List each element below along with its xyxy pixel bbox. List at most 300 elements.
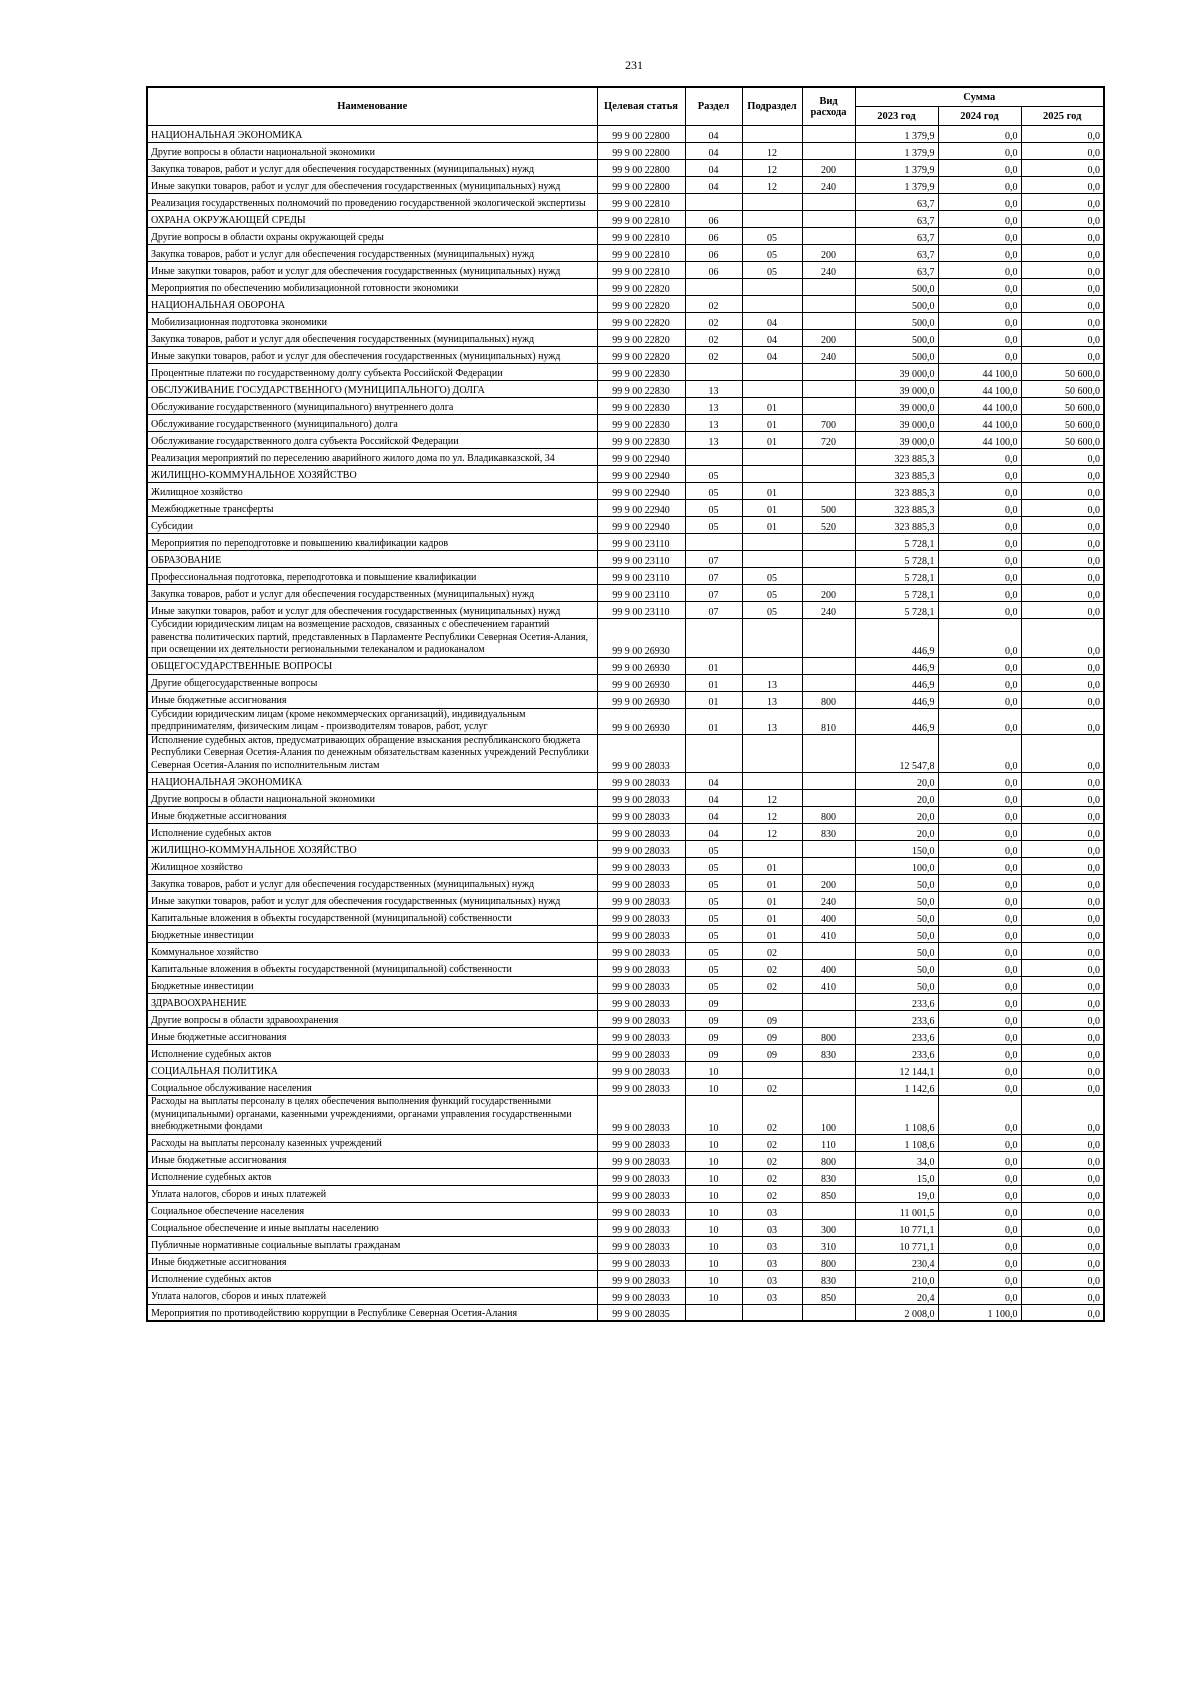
header-target: Целевая статья [597, 87, 685, 126]
row-sum-2023: 500,0 [855, 347, 938, 364]
row-sum-2024: 0,0 [938, 943, 1021, 960]
row-section [685, 1304, 742, 1321]
row-name: ЖИЛИЩНО-КОММУНАЛЬНОЕ ХОЗЯЙСТВО [147, 841, 597, 858]
row-sum-2023: 1 108,6 [855, 1096, 938, 1135]
row-subsection: 04 [742, 347, 802, 364]
row-subsection [742, 466, 802, 483]
row-sum-2023: 1 379,9 [855, 160, 938, 177]
row-section: 05 [685, 960, 742, 977]
row-expense-type: 830 [802, 1045, 855, 1062]
row-sum-2025: 0,0 [1021, 657, 1104, 674]
row-sum-2023: 50,0 [855, 943, 938, 960]
row-section: 06 [685, 211, 742, 228]
row-target: 99 9 00 22800 [597, 160, 685, 177]
row-subsection [742, 364, 802, 381]
row-sum-2025: 0,0 [1021, 1045, 1104, 1062]
row-expense-type: 830 [802, 824, 855, 841]
row-section: 04 [685, 177, 742, 194]
row-subsection: 02 [742, 1096, 802, 1135]
row-sum-2025: 0,0 [1021, 734, 1104, 773]
row-sum-2024: 0,0 [938, 807, 1021, 824]
row-sum-2023: 233,6 [855, 1011, 938, 1028]
row-sum-2025: 0,0 [1021, 551, 1104, 568]
row-subsection [742, 841, 802, 858]
row-sum-2023: 1 379,9 [855, 126, 938, 143]
row-expense-type: 850 [802, 1185, 855, 1202]
row-sum-2023: 323 885,3 [855, 483, 938, 500]
row-expense-type: 110 [802, 1134, 855, 1151]
row-sum-2025: 0,0 [1021, 534, 1104, 551]
row-section: 06 [685, 262, 742, 279]
row-section: 06 [685, 245, 742, 262]
row-section: 09 [685, 1028, 742, 1045]
header-subsection: Подраздел [742, 87, 802, 126]
row-sum-2025: 0,0 [1021, 347, 1104, 364]
row-target: 99 9 00 22810 [597, 211, 685, 228]
row-expense-type [802, 858, 855, 875]
row-name: Иные закупки товаров, работ и услуг для обеспечения государственных (муниципальных) нужд [147, 177, 597, 194]
table-row [147, 807, 1104, 824]
table-row [147, 500, 1104, 517]
row-sum-2024: 0,0 [938, 674, 1021, 691]
row-expense-type: 400 [802, 909, 855, 926]
row-subsection: 05 [742, 568, 802, 585]
row-section: 10 [685, 1253, 742, 1270]
row-section [685, 534, 742, 551]
row-target: 99 9 00 22830 [597, 381, 685, 398]
row-sum-2025: 0,0 [1021, 994, 1104, 1011]
row-sum-2024: 0,0 [938, 551, 1021, 568]
row-expense-type [802, 398, 855, 415]
row-subsection: 13 [742, 708, 802, 734]
row-expense-type: 200 [802, 875, 855, 892]
row-expense-type [802, 1062, 855, 1079]
row-subsection: 05 [742, 602, 802, 619]
row-sum-2024: 0,0 [938, 143, 1021, 160]
row-subsection: 03 [742, 1253, 802, 1270]
row-name: Другие вопросы в области национальной экономики [147, 143, 597, 160]
row-sum-2025: 0,0 [1021, 1062, 1104, 1079]
row-expense-type [802, 313, 855, 330]
table-row [147, 279, 1104, 296]
row-sum-2025: 0,0 [1021, 245, 1104, 262]
row-target: 99 9 00 28033 [597, 960, 685, 977]
row-section: 05 [685, 483, 742, 500]
row-sum-2025: 0,0 [1021, 194, 1104, 211]
row-expense-type: 830 [802, 1270, 855, 1287]
row-section: 02 [685, 347, 742, 364]
table-row [147, 194, 1104, 211]
row-target: 99 9 00 22830 [597, 432, 685, 449]
row-target: 99 9 00 28033 [597, 943, 685, 960]
row-sum-2025: 0,0 [1021, 977, 1104, 994]
row-name: Реализация мероприятий по переселению аварийного жилого дома по ул. Владикавказской, 34 [147, 449, 597, 466]
row-sum-2023: 50,0 [855, 875, 938, 892]
row-subsection: 09 [742, 1028, 802, 1045]
row-name: Мероприятия по обеспечению мобилизационной готовности экономики [147, 279, 597, 296]
row-section: 10 [685, 1287, 742, 1304]
row-sum-2024: 0,0 [938, 483, 1021, 500]
row-section: 13 [685, 432, 742, 449]
row-target: 99 9 00 22820 [597, 330, 685, 347]
row-sum-2024: 0,0 [938, 296, 1021, 313]
row-sum-2024: 0,0 [938, 734, 1021, 773]
row-sum-2023: 12 144,1 [855, 1062, 938, 1079]
row-expense-type [802, 483, 855, 500]
row-subsection [742, 534, 802, 551]
row-section: 04 [685, 773, 742, 790]
table-row [147, 296, 1104, 313]
row-subsection: 12 [742, 790, 802, 807]
row-target: 99 9 00 28035 [597, 1304, 685, 1321]
row-section: 10 [685, 1151, 742, 1168]
row-sum-2025: 50 600,0 [1021, 432, 1104, 449]
table-row [147, 415, 1104, 432]
row-expense-type [802, 126, 855, 143]
row-sum-2023: 446,9 [855, 691, 938, 708]
table-row [147, 1011, 1104, 1028]
row-name: Мероприятия по переподготовке и повышению квалификации кадров [147, 534, 597, 551]
row-sum-2024: 0,0 [938, 657, 1021, 674]
row-name: ОБСЛУЖИВАНИЕ ГОСУДАРСТВЕННОГО (МУНИЦИПАЛЬНОГО) ДОЛГА [147, 381, 597, 398]
row-sum-2024: 0,0 [938, 347, 1021, 364]
row-target: 99 9 00 28033 [597, 1096, 685, 1135]
table-row [147, 1062, 1104, 1079]
row-name: Другие вопросы в области национальной экономики [147, 790, 597, 807]
row-expense-type: 800 [802, 807, 855, 824]
row-subsection: 01 [742, 432, 802, 449]
row-sum-2023: 233,6 [855, 1028, 938, 1045]
row-expense-type [802, 211, 855, 228]
row-subsection: 03 [742, 1202, 802, 1219]
row-subsection: 03 [742, 1219, 802, 1236]
table-row [147, 1304, 1104, 1321]
row-target: 99 9 00 28033 [597, 1168, 685, 1185]
row-target: 99 9 00 22820 [597, 296, 685, 313]
row-sum-2024: 0,0 [938, 160, 1021, 177]
budget-table-wrapper [146, 86, 1103, 1322]
row-subsection [742, 1062, 802, 1079]
row-name: Профессиональная подготовка, переподготовка и повышение квалификации [147, 568, 597, 585]
row-subsection: 03 [742, 1270, 802, 1287]
row-sum-2025: 0,0 [1021, 926, 1104, 943]
row-sum-2024: 0,0 [938, 858, 1021, 875]
row-section: 02 [685, 313, 742, 330]
row-subsection: 05 [742, 262, 802, 279]
row-sum-2025: 0,0 [1021, 143, 1104, 160]
row-target: 99 9 00 28033 [597, 1151, 685, 1168]
row-sum-2024: 0,0 [938, 245, 1021, 262]
table-row [147, 1168, 1104, 1185]
row-sum-2023: 39 000,0 [855, 381, 938, 398]
row-sum-2023: 323 885,3 [855, 500, 938, 517]
row-sum-2023: 500,0 [855, 279, 938, 296]
row-name: Иные бюджетные ассигнования [147, 1028, 597, 1045]
row-name: Иные закупки товаров, работ и услуг для обеспечения государственных (муниципальных) нужд [147, 602, 597, 619]
table-row [147, 398, 1104, 415]
row-expense-type [802, 674, 855, 691]
header-expense-type: Вид расхода [802, 87, 855, 126]
row-sum-2025: 0,0 [1021, 1134, 1104, 1151]
row-sum-2023: 50,0 [855, 977, 938, 994]
row-subsection: 05 [742, 585, 802, 602]
row-sum-2024: 44 100,0 [938, 415, 1021, 432]
row-section: 13 [685, 381, 742, 398]
row-section: 13 [685, 398, 742, 415]
row-expense-type [802, 449, 855, 466]
row-target: 99 9 00 22820 [597, 279, 685, 296]
row-sum-2023: 50,0 [855, 926, 938, 943]
row-expense-type: 240 [802, 892, 855, 909]
row-sum-2025: 0,0 [1021, 568, 1104, 585]
row-subsection: 05 [742, 228, 802, 245]
row-section: 04 [685, 160, 742, 177]
row-sum-2023: 5 728,1 [855, 568, 938, 585]
row-target: 99 9 00 26930 [597, 708, 685, 734]
row-subsection [742, 279, 802, 296]
table-row [147, 449, 1104, 466]
row-name: Межбюджетные трансферты [147, 500, 597, 517]
row-target: 99 9 00 28033 [597, 977, 685, 994]
row-section: 10 [685, 1096, 742, 1135]
row-sum-2023: 34,0 [855, 1151, 938, 1168]
row-name: НАЦИОНАЛЬНАЯ ОБОРОНА [147, 296, 597, 313]
table-row [147, 483, 1104, 500]
row-sum-2023: 11 001,5 [855, 1202, 938, 1219]
header-name: Наименование [147, 87, 597, 126]
row-subsection: 01 [742, 500, 802, 517]
row-sum-2025: 0,0 [1021, 330, 1104, 347]
row-subsection: 03 [742, 1287, 802, 1304]
table-row [147, 245, 1104, 262]
row-subsection [742, 449, 802, 466]
row-subsection [742, 1304, 802, 1321]
row-target: 99 9 00 28033 [597, 773, 685, 790]
row-sum-2024: 0,0 [938, 1096, 1021, 1135]
row-target: 99 9 00 22810 [597, 194, 685, 211]
row-sum-2025: 0,0 [1021, 790, 1104, 807]
page-number: 231 [625, 58, 643, 72]
row-target: 99 9 00 28033 [597, 1185, 685, 1202]
row-expense-type: 400 [802, 960, 855, 977]
row-name: ЗДРАВООХРАНЕНИЕ [147, 994, 597, 1011]
row-expense-type [802, 790, 855, 807]
row-sum-2023: 5 728,1 [855, 602, 938, 619]
row-target: 99 9 00 22800 [597, 143, 685, 160]
row-subsection: 13 [742, 691, 802, 708]
table-row [147, 824, 1104, 841]
row-expense-type: 520 [802, 517, 855, 534]
row-sum-2025: 0,0 [1021, 1168, 1104, 1185]
row-expense-type: 410 [802, 977, 855, 994]
row-subsection: 04 [742, 330, 802, 347]
row-sum-2023: 20,0 [855, 773, 938, 790]
row-target: 99 9 00 22800 [597, 177, 685, 194]
row-subsection: 12 [742, 824, 802, 841]
table-row [147, 466, 1104, 483]
row-section: 10 [685, 1236, 742, 1253]
row-subsection: 02 [742, 1151, 802, 1168]
header-2024: 2024 год [938, 107, 1021, 126]
table-row [147, 1287, 1104, 1304]
row-section [685, 279, 742, 296]
row-expense-type: 800 [802, 1028, 855, 1045]
row-sum-2024: 0,0 [938, 691, 1021, 708]
row-subsection: 01 [742, 875, 802, 892]
row-name: НАЦИОНАЛЬНАЯ ЭКОНОМИКА [147, 773, 597, 790]
table-row [147, 1028, 1104, 1045]
row-sum-2025: 0,0 [1021, 1096, 1104, 1135]
table-row [147, 1253, 1104, 1270]
row-expense-type [802, 228, 855, 245]
row-sum-2025: 0,0 [1021, 1028, 1104, 1045]
row-expense-type [802, 1304, 855, 1321]
row-sum-2024: 0,0 [938, 960, 1021, 977]
row-target: 99 9 00 23110 [597, 585, 685, 602]
row-sum-2024: 0,0 [938, 602, 1021, 619]
row-expense-type: 500 [802, 500, 855, 517]
row-section: 09 [685, 1011, 742, 1028]
row-sum-2025: 0,0 [1021, 909, 1104, 926]
row-name: Бюджетные инвестиции [147, 926, 597, 943]
row-expense-type [802, 657, 855, 674]
row-sum-2024: 0,0 [938, 1151, 1021, 1168]
row-name: Публичные нормативные социальные выплаты гражданам [147, 1236, 597, 1253]
row-sum-2024: 0,0 [938, 228, 1021, 245]
row-sum-2023: 2 008,0 [855, 1304, 938, 1321]
row-name: Иные бюджетные ассигнования [147, 691, 597, 708]
row-name: Иные закупки товаров, работ и услуг для обеспечения государственных (муниципальных) нужд [147, 347, 597, 364]
row-name: Исполнение судебных актов [147, 1168, 597, 1185]
header-section: Раздел [685, 87, 742, 126]
row-sum-2023: 39 000,0 [855, 415, 938, 432]
row-target: 99 9 00 26930 [597, 657, 685, 674]
row-name: Иные бюджетные ассигнования [147, 807, 597, 824]
row-sum-2023: 63,7 [855, 262, 938, 279]
row-sum-2023: 50,0 [855, 892, 938, 909]
row-name: Уплата налогов, сборов и иных платежей [147, 1287, 597, 1304]
row-sum-2025: 0,0 [1021, 824, 1104, 841]
row-sum-2024: 0,0 [938, 977, 1021, 994]
row-sum-2025: 50 600,0 [1021, 381, 1104, 398]
row-subsection: 02 [742, 943, 802, 960]
row-section [685, 734, 742, 773]
row-sum-2024: 0,0 [938, 1134, 1021, 1151]
row-target: 99 9 00 22830 [597, 415, 685, 432]
row-sum-2023: 323 885,3 [855, 466, 938, 483]
row-sum-2023: 12 547,8 [855, 734, 938, 773]
row-target: 99 9 00 28033 [597, 1079, 685, 1096]
row-sum-2024: 0,0 [938, 330, 1021, 347]
row-subsection: 12 [742, 143, 802, 160]
row-sum-2024: 0,0 [938, 619, 1021, 658]
row-expense-type [802, 143, 855, 160]
row-target: 99 9 00 22940 [597, 449, 685, 466]
row-sum-2023: 63,7 [855, 245, 938, 262]
row-name: Реализация государственных полномочий по проведению государственной экологической экспертизы [147, 194, 597, 211]
row-section [685, 619, 742, 658]
row-name: Иные закупки товаров, работ и услуг для обеспечения государственных (муниципальных) нужд [147, 262, 597, 279]
row-name: СОЦИАЛЬНАЯ ПОЛИТИКА [147, 1062, 597, 1079]
table-row [147, 262, 1104, 279]
table-row [147, 960, 1104, 977]
row-target: 99 9 00 22940 [597, 517, 685, 534]
row-target: 99 9 00 28033 [597, 1270, 685, 1287]
row-name: ЖИЛИЩНО-КОММУНАЛЬНОЕ ХОЗЯЙСТВО [147, 466, 597, 483]
row-section: 02 [685, 330, 742, 347]
header-2023: 2023 год [855, 107, 938, 126]
row-sum-2024: 0,0 [938, 1062, 1021, 1079]
row-expense-type: 240 [802, 177, 855, 194]
row-sum-2025: 0,0 [1021, 1287, 1104, 1304]
row-sum-2023: 63,7 [855, 211, 938, 228]
row-sum-2025: 0,0 [1021, 296, 1104, 313]
row-sum-2024: 0,0 [938, 194, 1021, 211]
row-section: 06 [685, 228, 742, 245]
table-row [147, 734, 1104, 773]
row-expense-type: 200 [802, 585, 855, 602]
row-sum-2025: 0,0 [1021, 1219, 1104, 1236]
row-target: 99 9 00 28033 [597, 1219, 685, 1236]
row-sum-2023: 19,0 [855, 1185, 938, 1202]
table-row [147, 926, 1104, 943]
row-name: Обслуживание государственного (муниципального) внутреннего долга [147, 398, 597, 415]
row-sum-2023: 20,4 [855, 1287, 938, 1304]
row-sum-2023: 39 000,0 [855, 432, 938, 449]
row-sum-2023: 500,0 [855, 296, 938, 313]
row-sum-2023: 230,4 [855, 1253, 938, 1270]
row-sum-2024: 0,0 [938, 262, 1021, 279]
row-sum-2024: 0,0 [938, 790, 1021, 807]
table-row [147, 551, 1104, 568]
row-section: 05 [685, 841, 742, 858]
row-expense-type [802, 194, 855, 211]
row-subsection: 12 [742, 177, 802, 194]
row-expense-type [802, 466, 855, 483]
row-section: 10 [685, 1202, 742, 1219]
row-sum-2023: 323 885,3 [855, 517, 938, 534]
row-name: Закупка товаров, работ и услуг для обеспечения государственных (муниципальных) нужд [147, 330, 597, 347]
row-target: 99 9 00 28033 [597, 1045, 685, 1062]
row-subsection: 01 [742, 858, 802, 875]
table-row [147, 674, 1104, 691]
row-subsection [742, 126, 802, 143]
row-target: 99 9 00 26930 [597, 674, 685, 691]
row-name: Расходы на выплаты персоналу в целях обеспечения выполнения функций государственными (муниципальными) органами, казенными учреждениями, органами управления государственными внебюджетными фондами [147, 1096, 597, 1135]
row-sum-2024: 0,0 [938, 875, 1021, 892]
row-name: Исполнение судебных актов, предусматривающих обращение взыскания республиканского бюджета Республики Северная Осетия-Алания по денежным обязательствам казенных учреждений Республики Северная Осетия-Алания по исполнительным листам [147, 734, 597, 773]
row-expense-type: 800 [802, 1253, 855, 1270]
table-row [147, 1151, 1104, 1168]
row-section: 04 [685, 126, 742, 143]
row-expense-type [802, 296, 855, 313]
row-section: 13 [685, 415, 742, 432]
row-sum-2024: 0,0 [938, 279, 1021, 296]
row-expense-type [802, 279, 855, 296]
row-target: 99 9 00 28033 [597, 790, 685, 807]
row-sum-2023: 63,7 [855, 228, 938, 245]
row-expense-type [802, 619, 855, 658]
row-sum-2024: 0,0 [938, 1202, 1021, 1219]
table-row [147, 691, 1104, 708]
table-row [147, 143, 1104, 160]
row-sum-2023: 446,9 [855, 708, 938, 734]
row-sum-2025: 0,0 [1021, 1304, 1104, 1321]
row-target: 99 9 00 28033 [597, 994, 685, 1011]
row-expense-type: 200 [802, 160, 855, 177]
row-section: 05 [685, 517, 742, 534]
row-expense-type [802, 568, 855, 585]
